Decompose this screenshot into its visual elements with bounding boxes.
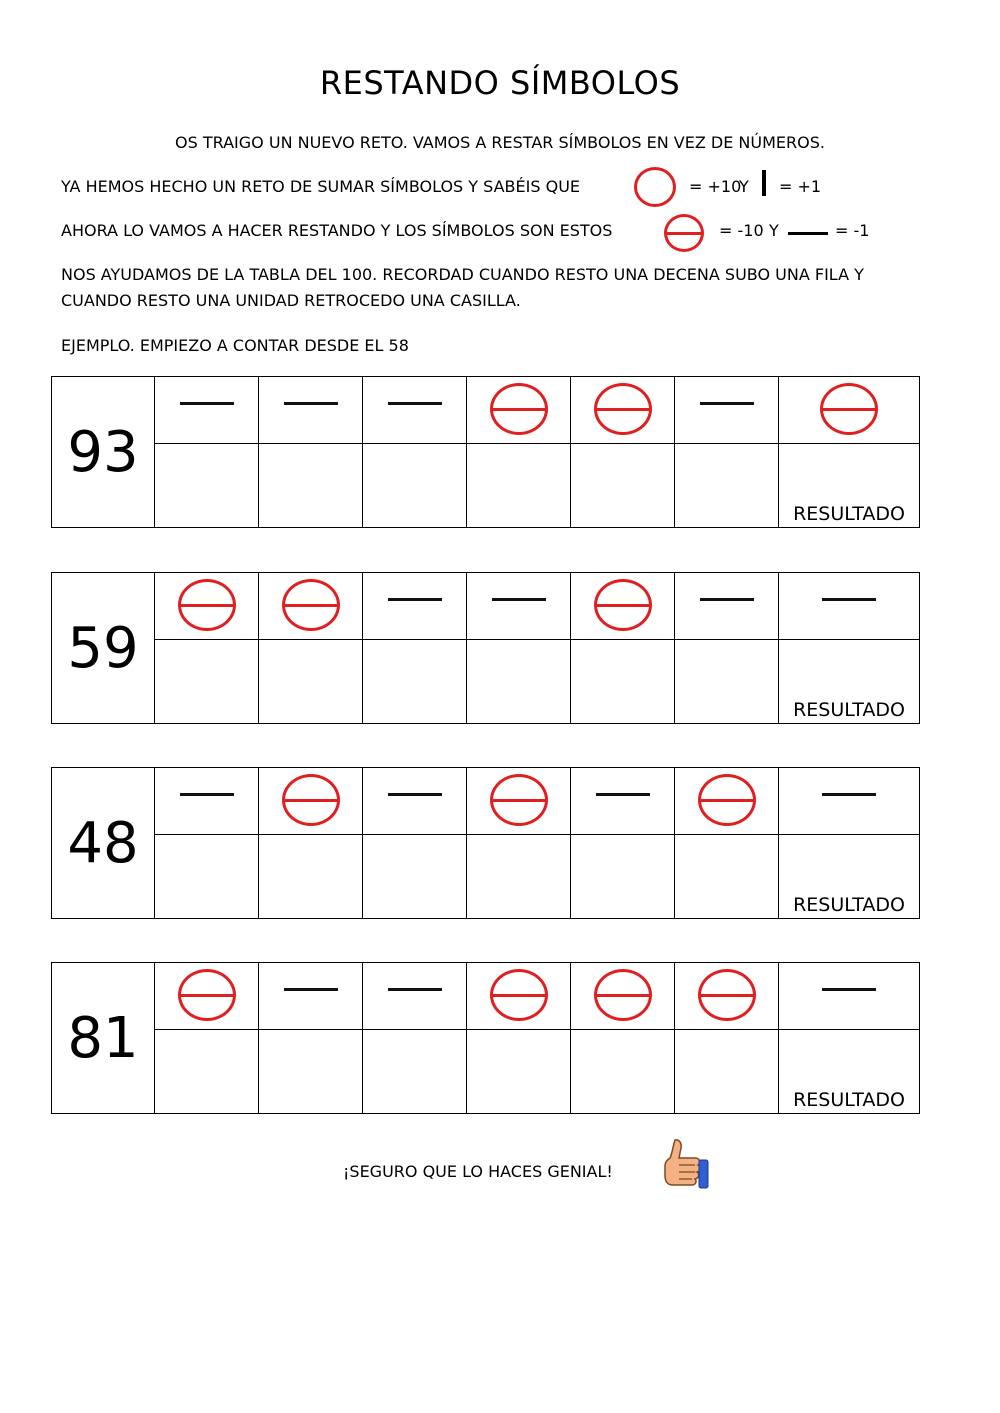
symbol-cell [155,768,259,835]
answer-cell[interactable] [675,640,779,724]
sum-line-text: YA HEMOS HECHO UN RETO DE SUMAR SÍMBOLOS Y SABÉIS QUE [61,177,581,196]
symbol-cell [155,377,259,444]
red-circle-minus-icon [594,579,652,631]
symbol-cell [467,377,571,444]
black-dash-icon [700,402,754,405]
start-number: 48 [52,768,155,919]
answer-cell[interactable] [467,640,571,724]
black-dash-icon [822,598,876,601]
red-circle-minus-icon [282,774,340,826]
black-dash-icon [788,232,828,235]
start-number: 81 [52,963,155,1114]
black-dash-icon [180,402,234,405]
answer-cell[interactable] [155,444,259,528]
symbol-cell [363,963,467,1030]
red-circle-minus-icon [178,969,236,1021]
red-circle-minus-icon [820,383,878,435]
red-circle-minus-icon [490,774,548,826]
symbol-cell [467,963,571,1030]
sum-bar-value: = +1 [779,177,822,196]
symbol-cell [779,377,920,444]
answer-cell[interactable] [571,1030,675,1114]
answer-cell[interactable] [155,1030,259,1114]
answer-cell[interactable] [155,640,259,724]
answer-cell[interactable] [571,640,675,724]
black-dash-icon [284,988,338,991]
symbol-cell [259,377,363,444]
symbol-cell [363,573,467,640]
symbol-cell [779,768,920,835]
red-circle-minus-icon [594,383,652,435]
answer-cell[interactable] [259,835,363,919]
result-cell[interactable] [779,444,920,528]
symbol-cell [675,377,779,444]
symbol-cell [155,963,259,1030]
sub-circle-value: = -10 [719,221,764,240]
answer-cell[interactable] [571,444,675,528]
answer-cell[interactable] [467,1030,571,1114]
symbol-cell [675,768,779,835]
start-number: 93 [52,377,155,528]
red-circle-minus-icon [594,969,652,1021]
symbol-cell [675,963,779,1030]
example-text: EJEMPLO. EMPIEZO A CONTAR DESDE EL 58 [61,336,409,355]
closing-text: ¡SEGURO QUE LO HACES GENIAL! [343,1162,613,1181]
answer-cell[interactable] [675,1030,779,1114]
red-circle-minus-icon [490,383,548,435]
red-circle-minus-icon [664,214,704,252]
black-dash-icon [388,793,442,796]
answer-cell[interactable] [363,1030,467,1114]
red-circle-icon [634,167,676,207]
answer-cell[interactable] [675,835,779,919]
result-cell[interactable] [779,1030,920,1114]
symbol-cell [363,768,467,835]
result-cell[interactable] [779,640,920,724]
answer-cell[interactable] [675,444,779,528]
sub-joiner: Y [769,221,779,240]
answer-cell[interactable] [467,444,571,528]
symbol-cell [571,963,675,1030]
symbol-cell [779,963,920,1030]
black-dash-icon [492,598,546,601]
intro-text: OS TRAIGO UN NUEVO RETO. VAMOS A RESTAR SÍMBOLOS EN VEZ DE NÚMEROS. [175,133,825,152]
start-number: 59 [52,573,155,724]
red-circle-minus-icon [178,579,236,631]
answer-cell[interactable] [259,444,363,528]
black-dash-icon [822,793,876,796]
page-title: RESTANDO SÍMBOLOS [319,64,681,102]
exercise-table [51,572,920,724]
red-circle-minus-icon [490,969,548,1021]
sub-line-text: AHORA LO VAMOS A HACER RESTANDO Y LOS SÍMBOLOS SON ESTOS [61,221,613,240]
sum-joiner: Y [739,177,749,196]
thumbs-up-icon [661,1136,709,1192]
sum-circle-value: = +10 [689,177,742,196]
symbol-cell [259,573,363,640]
result-label: RESULTADO [793,1089,905,1111]
result-label: RESULTADO [793,699,905,721]
black-dash-icon [700,598,754,601]
red-circle-minus-icon [698,969,756,1021]
black-dash-icon [388,988,442,991]
answer-cell[interactable] [155,835,259,919]
result-cell[interactable] [779,835,920,919]
sub-bar-value: = -1 [835,221,870,240]
black-dash-icon [822,988,876,991]
exercise-table [51,962,920,1114]
result-label: RESULTADO [793,503,905,525]
symbol-cell [571,573,675,640]
answer-cell[interactable] [259,1030,363,1114]
symbol-cell [675,573,779,640]
help-text-line-1: NOS AYUDAMOS DE LA TABLA DEL 100. RECORDAD CUANDO RESTO UNA DECENA SUBO UNA FILA Y [61,265,864,284]
red-circle-minus-icon [282,579,340,631]
vertical-bar-icon [762,170,766,196]
answer-cell[interactable] [363,640,467,724]
answer-cell[interactable] [571,835,675,919]
symbol-cell [155,573,259,640]
symbol-cell [259,963,363,1030]
symbol-cell [467,573,571,640]
symbol-cell [259,768,363,835]
answer-cell[interactable] [259,640,363,724]
symbol-cell [467,768,571,835]
answer-cell[interactable] [363,835,467,919]
symbol-cell [363,377,467,444]
result-label: RESULTADO [793,894,905,916]
exercise-table [51,767,920,919]
red-circle-minus-icon [698,774,756,826]
black-dash-icon [596,793,650,796]
exercise-table [51,376,920,528]
black-dash-icon [388,402,442,405]
black-dash-icon [284,402,338,405]
symbol-cell [779,573,920,640]
symbol-cell [571,377,675,444]
help-text-line-2: CUANDO RESTO UNA UNIDAD RETROCEDO UNA CASILLA. [61,291,521,310]
answer-cell[interactable] [467,835,571,919]
black-dash-icon [388,598,442,601]
answer-cell[interactable] [363,444,467,528]
symbol-cell [571,768,675,835]
black-dash-icon [180,793,234,796]
